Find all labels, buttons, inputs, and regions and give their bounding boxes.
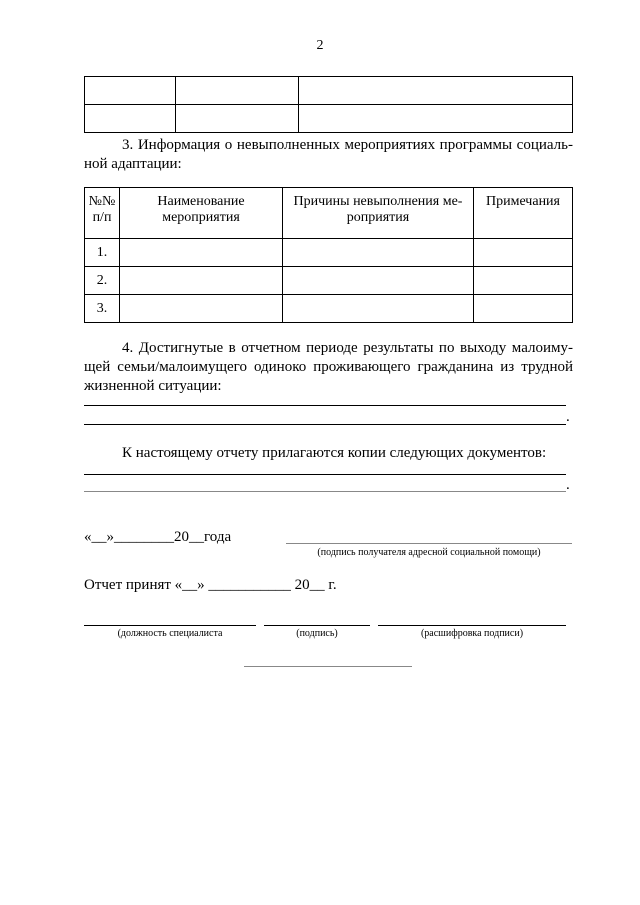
- end-mark: .: [566, 477, 570, 493]
- page-number: 2: [316, 38, 324, 53]
- table-cell: [474, 239, 573, 267]
- table-row: [85, 267, 573, 295]
- section3-heading: 3. Информация о невыполненных мероприятиях программы социаль-ной адаптации:: [84, 137, 573, 172]
- table-cell: [283, 239, 474, 267]
- table-cell: [120, 295, 283, 323]
- signature-line: [264, 625, 370, 626]
- table-header-row: [85, 188, 573, 239]
- recipient-signature-caption: (подпись получателя адресной социальной помощи): [317, 547, 541, 558]
- unfulfilled-activities-table: [84, 187, 573, 323]
- column-header: Примечания: [474, 188, 573, 239]
- fill-line: [84, 491, 566, 492]
- table-cell: [474, 295, 573, 323]
- table-cell: 3.: [85, 295, 120, 323]
- table-cell: 2.: [85, 267, 120, 295]
- table-row: [85, 239, 573, 267]
- fill-line: [84, 424, 566, 425]
- specialist-position-caption: (должность специалиста: [117, 628, 223, 639]
- signature-line: [84, 625, 256, 626]
- table-row: [85, 295, 573, 323]
- signature-transcript-caption: (расшифровка подписи): [420, 628, 524, 639]
- signature-line: [378, 625, 566, 626]
- table-row: [85, 105, 573, 133]
- signature-line: [286, 543, 572, 544]
- fill-line: [84, 405, 566, 406]
- report-accepted-line: Отчет принят «__» ___________ 20__ г.: [84, 577, 337, 593]
- attachments-text: К настоящему отчету прилагаются копии следующих документов:: [122, 445, 547, 461]
- table-cell: [120, 267, 283, 295]
- continuation-table: [84, 76, 573, 133]
- table-cell: [283, 267, 474, 295]
- table-row: [85, 77, 573, 105]
- signature-caption: (подпись): [296, 628, 338, 639]
- table-cell: [283, 295, 474, 323]
- table-cell: [120, 239, 283, 267]
- end-mark: .: [566, 409, 570, 425]
- divider: [244, 666, 412, 667]
- column-header: Причины невыполнения ме-роприятия: [283, 188, 474, 239]
- column-header: №№ п/п: [85, 188, 120, 239]
- fill-line: [84, 474, 566, 475]
- table-cell: [474, 267, 573, 295]
- table-cell: 1.: [85, 239, 120, 267]
- date-line: «__»________20__года: [84, 529, 232, 545]
- section4-heading: 4. Достигнутые в отчетном периоде результаты по выходу малоиму-щей семьи/малоимущего одиноко проживающего гражданина из трудной жизненной ситуации:: [84, 340, 573, 394]
- column-header: Наименование мероприятия: [120, 188, 283, 239]
